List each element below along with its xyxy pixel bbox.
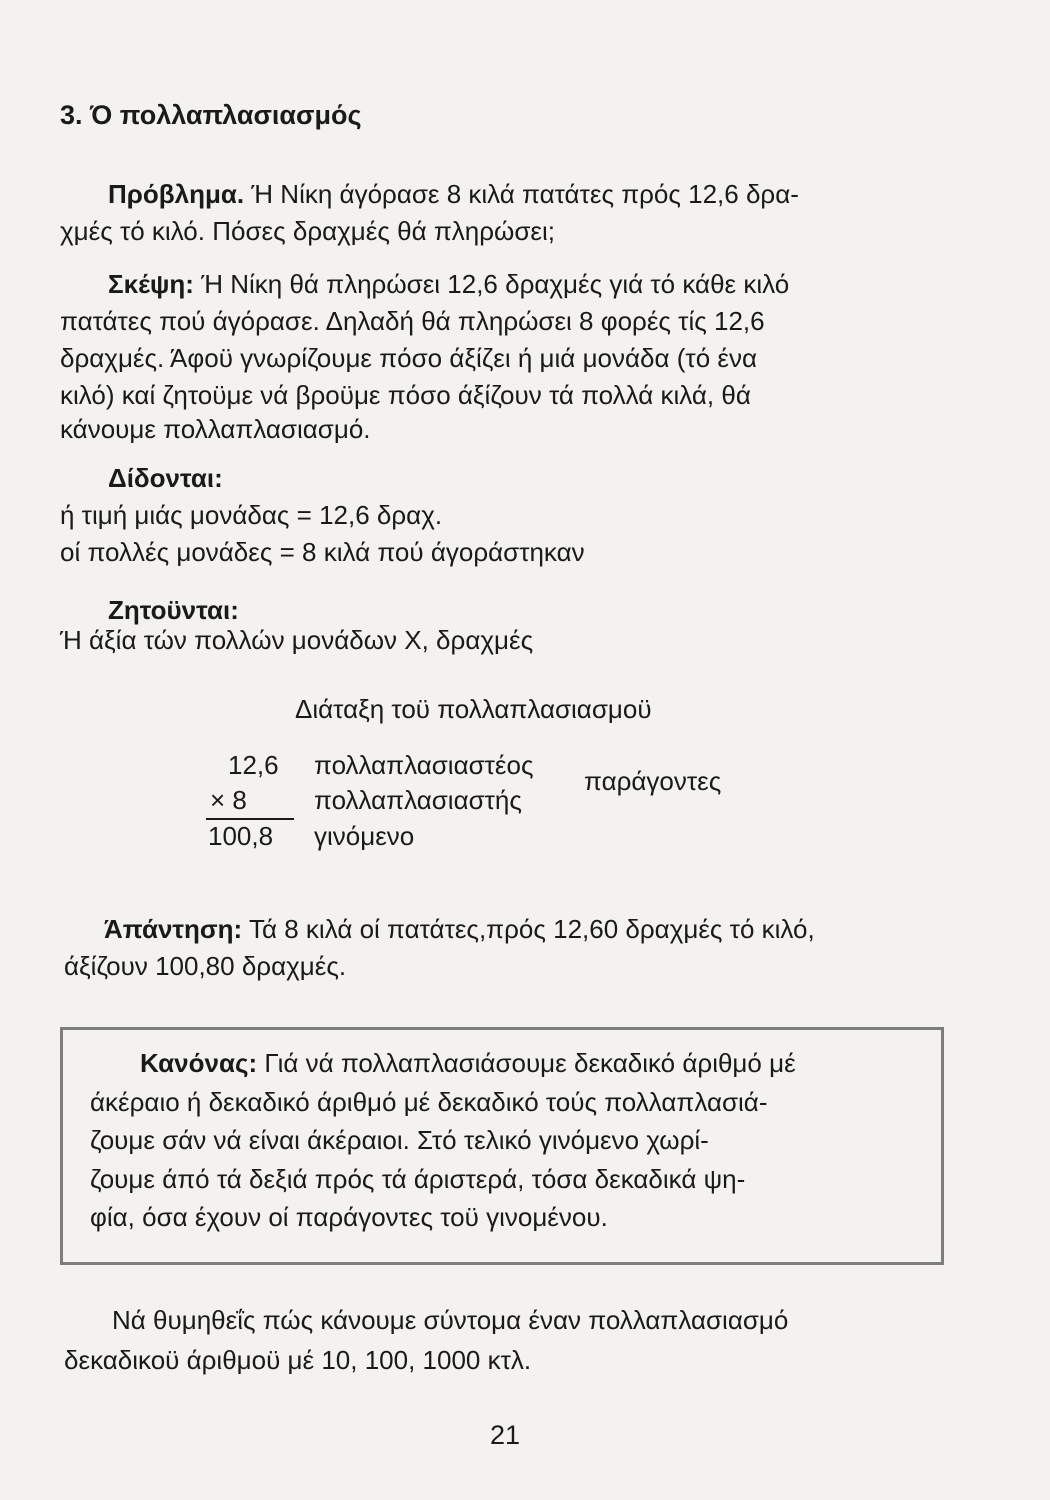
- rule-label: Κανόνας:: [140, 1048, 258, 1078]
- sought-line-1: Ή άξία τών πολλών μονάδων Χ, δραχμές: [60, 625, 534, 655]
- rule-text-1: Γιά νά πολλαπλασιάσουμε δεκαδικό άριθμό μέ: [257, 1048, 796, 1078]
- reminder-line-2: δεκαδικοϋ άριθμοϋ μέ 10, 100, 1000 κτλ.: [64, 1345, 532, 1375]
- rule-text: [90, 1044, 920, 1237]
- answer-line-2: άξίζουν 100,80 δραχμές.: [64, 951, 347, 981]
- thought-label: Σκέψη:: [108, 269, 194, 299]
- thought-line-4: κιλό) καί ζητοϋμε νά βροϋμε πόσο άξίζουν τά πολλά κιλά, θά: [60, 380, 751, 410]
- thought-line-3: δραχμές. Άφοϋ γνωρίζουμε πόσο άξίζει ή μιά μονάδα (τό ένα: [60, 343, 757, 373]
- answer-text-1: Τά 8 κιλά οί πατάτες,πρός 12,60 δραχμές τό κιλό,: [242, 914, 815, 944]
- rule-line-4: ζουμε άπό τά δεξιά πρός τά άριστερά, τόσα δεκαδικά ψη-: [90, 1163, 746, 1194]
- thought-text-1: Ή Νίκη θά πληρώσει 12,6 δραχμές γιά τό κάθε κιλό: [193, 269, 790, 299]
- problem-line-2: χμές τό κιλό. Πόσες δραχμές θά πληρώσει;: [60, 216, 555, 246]
- answer-label: Άπάντηση:: [104, 914, 243, 944]
- section-heading: 3. Ό πολλαπλασιασμός: [60, 100, 362, 130]
- thought-line-1: [108, 266, 789, 303]
- problem-text-1: Ή Νίκη άγόρασε 8 κιλά πατάτες πρός 12,6 δρα-: [244, 179, 799, 209]
- multiplicand: 12,6: [228, 750, 279, 780]
- problem-line-1: [108, 176, 799, 213]
- problem-label: Πρόβλημα.: [108, 179, 245, 209]
- given-label: Δίδονται:: [108, 463, 223, 493]
- given-line-2: οί πολλές μονάδες = 8 κιλά πού άγοράστηκαν: [60, 537, 585, 567]
- product: 100,8: [208, 821, 274, 851]
- product-label: γινόμενο: [314, 821, 415, 851]
- reminder-line-1: Νά θυμηθεΐς πώς κάνουμε σύντομα έναν πολλαπλασιασμό: [112, 1305, 789, 1335]
- rule-line-1: [90, 1044, 920, 1083]
- thought-line-2: πατάτες πού άγόρασε. Δηλαδή θά πληρώσει 8 φορές τίς 12,6: [60, 306, 765, 336]
- multiplier-label: πολλαπλασιαστής: [314, 785, 522, 815]
- sought-label: Ζητοϋνται:: [108, 595, 239, 625]
- layout-title: Διάταξη τοϋ πολλαπλασιασμοϋ: [295, 694, 652, 724]
- page-number: 21: [490, 1420, 521, 1450]
- thought-line-5: κάνουμε πολλαπλασιασμό.: [60, 414, 371, 444]
- rule-line-2: άκέραιο ή δεκαδικό άριθμό μέ δεκαδικό τούς πολλαπλασιά-: [90, 1086, 768, 1117]
- answer-line-1: [104, 911, 815, 948]
- product-rule: [206, 818, 294, 820]
- multiplicand-label: πολλαπλασιαστέος: [314, 750, 534, 780]
- given-line-1: ή τιμή μιάς μονάδας = 12,6 δραχ.: [60, 500, 443, 530]
- factors-label: παράγοντες: [584, 766, 722, 796]
- rule-line-3: ζουμε σάν νά είναι άκέραιοι. Στό τελικό γινόμενο χωρί-: [90, 1125, 709, 1155]
- multiplier: × 8: [210, 785, 247, 815]
- rule-line-5: φία, όσα έχουν οί παράγοντες τοϋ γινομένου.: [90, 1202, 608, 1232]
